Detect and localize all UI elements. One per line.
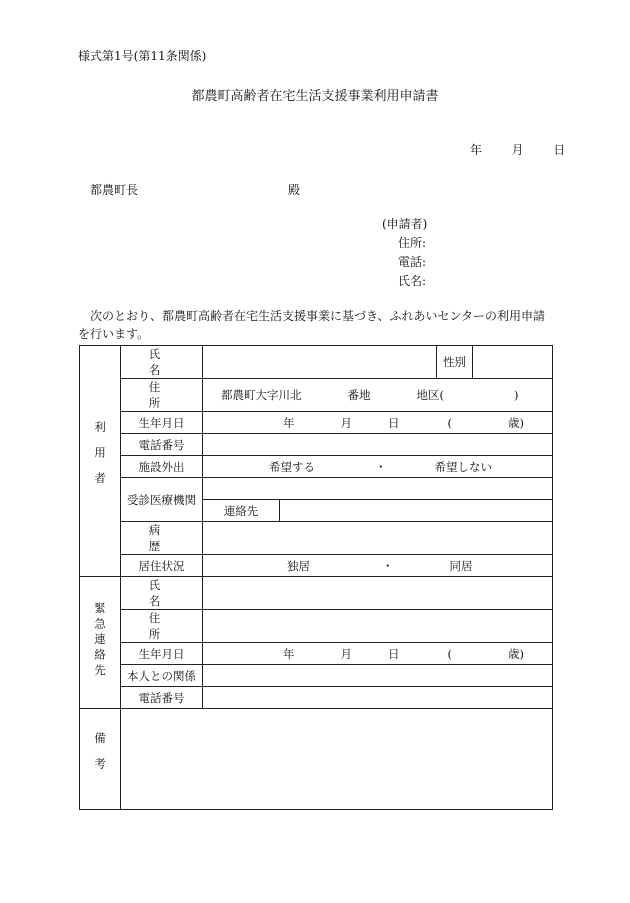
user-birth-field[interactable]: [203, 412, 553, 434]
user-name-label: 氏 名: [121, 346, 203, 379]
applicant-block: [382, 215, 427, 291]
living-sep: ・: [382, 558, 394, 573]
user-phone-field[interactable]: [203, 434, 553, 456]
page-title: 都農町高齢者在宅生活支援事業利用申請書: [191, 89, 439, 104]
applicant-name-label: 氏名:: [398, 274, 427, 288]
emergency-relation-label: 本人との関係: [121, 665, 203, 687]
emergency-name-field[interactable]: [203, 577, 553, 610]
outing-no: 希望しない: [434, 459, 492, 474]
addressee: 都農町長: [90, 183, 139, 197]
date-day-label: 日: [553, 143, 566, 157]
user-living-label: 居住状況: [121, 555, 203, 577]
age-close: 歳): [508, 415, 524, 430]
emergency-name-label: 氏 名: [121, 577, 203, 610]
emergency-address-field[interactable]: [203, 610, 553, 643]
user-clinic-name-field[interactable]: [203, 478, 553, 500]
living-alone: 独居: [287, 558, 310, 573]
form-number: 様式第1号(第11条関係): [78, 49, 207, 63]
applicant-heading: (申請者): [382, 217, 428, 231]
user-address-field[interactable]: [203, 379, 553, 412]
user-medical-label: 病 歴: [121, 522, 203, 555]
address-close: ): [514, 388, 519, 402]
table-row: [80, 456, 553, 478]
user-gender-label: 性別: [437, 346, 473, 379]
emergency-age-open: (: [447, 646, 452, 661]
emergency-birth-label: 生年月日: [121, 643, 203, 665]
table-row: [80, 610, 553, 643]
birth-year: 年: [283, 415, 295, 430]
emergency-relation-field[interactable]: [203, 665, 553, 687]
honorific: 殿: [288, 183, 301, 197]
user-group-cell: [80, 346, 121, 577]
date-month-label: 月: [511, 143, 524, 157]
address-prefix: 都農町大字川北: [221, 388, 302, 402]
emergency-birth-month: 月: [340, 646, 352, 661]
table-row: [80, 555, 553, 577]
user-gender-field[interactable]: [473, 346, 553, 379]
user-group-label: 利用者: [93, 421, 107, 498]
date-year-label: 年: [470, 143, 483, 157]
table-row: [80, 346, 553, 379]
emergency-phone-field[interactable]: [203, 687, 553, 709]
outing-sep: ・: [375, 459, 387, 474]
intro-text: 次のとおり、都農町高齢者在宅生活支援事業に基づき、ふれあいセンターの利用申請を行います。: [78, 309, 546, 341]
application-form-table: [79, 345, 553, 810]
table-row: [80, 687, 553, 709]
birth-month: 月: [340, 415, 352, 430]
table-row: [80, 434, 553, 456]
living-together: 同居: [449, 558, 473, 573]
birth-day: 日: [388, 415, 400, 430]
remarks-group-cell: [80, 709, 121, 810]
applicant-address-label: 住所:: [398, 236, 427, 250]
table-row: [80, 478, 553, 500]
user-name-field[interactable]: [203, 346, 437, 379]
address-district: 地区(: [416, 388, 444, 402]
user-clinic-contact-label: 連絡先: [203, 500, 280, 522]
user-medical-field[interactable]: [203, 522, 553, 555]
table-row: [80, 577, 553, 610]
emergency-age-close: 歳): [508, 646, 524, 661]
table-row: [80, 379, 553, 412]
date-line: [470, 141, 565, 158]
remarks-field[interactable]: [121, 709, 553, 810]
user-birth-label: 生年月日: [121, 412, 203, 434]
emergency-address-label: 住 所: [121, 610, 203, 643]
emergency-birth-day: 日: [388, 646, 400, 661]
emergency-group-label: 緊急連絡先: [93, 602, 107, 680]
user-phone-label: 電話番号: [121, 434, 203, 456]
user-outing-field[interactable]: [203, 456, 553, 478]
age-open: (: [447, 415, 452, 430]
user-outing-label: 施設外出: [121, 456, 203, 478]
user-clinic-contact-field[interactable]: [280, 500, 553, 522]
emergency-phone-label: 電話番号: [121, 687, 203, 709]
outing-yes: 希望する: [269, 459, 315, 474]
table-row: [80, 643, 553, 665]
user-living-field[interactable]: [203, 555, 553, 577]
user-address-label: 住 所: [121, 379, 203, 412]
table-row: [80, 522, 553, 555]
user-clinic-label: 受診医療機関: [121, 478, 203, 522]
table-row: [80, 665, 553, 687]
remarks-label: 備考: [93, 732, 107, 783]
emergency-group-cell: [80, 577, 121, 709]
applicant-phone-label: 電話:: [398, 255, 427, 269]
table-row: [80, 412, 553, 434]
address-banchi: 番地: [347, 388, 371, 402]
emergency-birth-field[interactable]: [203, 643, 553, 665]
table-row: [80, 709, 553, 810]
emergency-birth-year: 年: [283, 646, 295, 661]
